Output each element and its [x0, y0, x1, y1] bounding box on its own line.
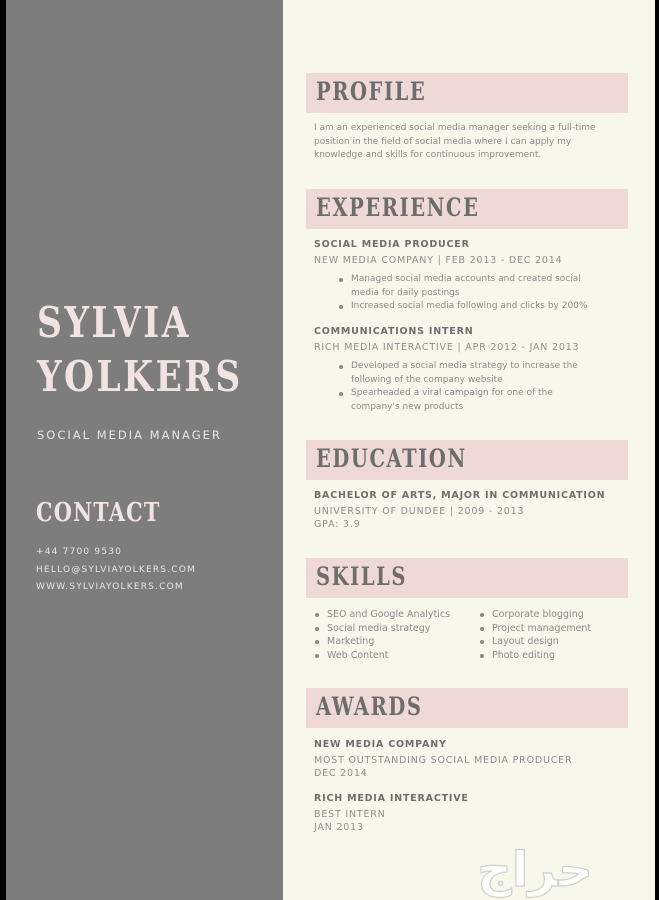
list-item: Developed a social media strategy to increase the following of the company website	[314, 360, 604, 387]
contact-website: WWW.SYLVIAYOLKERS.COM	[36, 582, 184, 592]
job-title: SOCIAL MEDIA PRODUCER	[314, 239, 470, 250]
job-company: NEW MEDIA COMPANY | FEB 2013 - DEC 2014	[314, 255, 563, 266]
svg-text:حراج: حراج	[477, 842, 593, 898]
list-item: Marketing	[314, 635, 450, 649]
awards-heading: AWARDS	[316, 692, 423, 721]
profile-band	[306, 73, 628, 113]
candidate-role: SOCIAL MEDIA MANAGER	[37, 428, 222, 442]
haraj-watermark-logo	[420, 840, 650, 900]
job-bullets	[314, 273, 604, 314]
skills-band	[306, 558, 628, 598]
list-item: Photo editing	[479, 649, 591, 663]
education-heading: EDUCATION	[316, 444, 467, 473]
job-company: RICH MEDIA INTERACTIVE | APR 2012 - JAN 2013	[314, 342, 580, 353]
list-item: SEO and Google Analytics	[314, 608, 450, 622]
candidate-name: SYLVIA YOLKERS	[37, 298, 243, 401]
award-name: BEST INTERN	[314, 809, 386, 820]
list-item: Layout design	[479, 635, 591, 649]
experience-band	[306, 189, 628, 229]
list-item: Spearheaded a viral campaign for one of the company's new products	[314, 387, 604, 414]
contact-phone: +44 7700 9530	[36, 547, 123, 557]
award-org: NEW MEDIA COMPANY	[314, 739, 447, 750]
experience-heading: EXPERIENCE	[316, 193, 480, 222]
school: UNIVERSITY OF DUNDEE | 2009 - 2013	[314, 506, 525, 517]
award-date: DEC 2014	[314, 768, 368, 779]
sidebar	[6, 0, 283, 900]
award-name: MOST OUTSTANDING SOCIAL MEDIA PRODUCER	[314, 755, 573, 766]
profile-heading: PROFILE	[316, 77, 427, 106]
gpa: GPA: 3.9	[314, 519, 361, 530]
list-item: Increased social media following and clicks by 200%	[314, 300, 604, 314]
award-org: RICH MEDIA INTERACTIVE	[314, 793, 469, 804]
contact-heading: CONTACT	[36, 498, 161, 528]
right-edge	[655, 0, 659, 900]
list-item: Managed social media accounts and created social media for daily postings	[314, 273, 604, 300]
skills-column-2	[479, 608, 591, 662]
job-bullets	[314, 360, 604, 414]
education-band	[306, 440, 628, 480]
list-item: Web Content	[314, 649, 450, 663]
main-content	[283, 0, 655, 900]
list-item: Social media strategy	[314, 622, 450, 636]
profile-text: I am an experienced social media manager seeking a full-time position in the field of social media where I can apply my knowledge and skills for continuous improvement.	[314, 123, 596, 160]
job-title: COMMUNICATIONS INTERN	[314, 326, 474, 337]
awards-band	[306, 688, 628, 728]
list-item: Corporate blogging	[479, 608, 591, 622]
award-date: JAN 2013	[314, 822, 364, 833]
skills-column-1	[314, 608, 450, 662]
skills-heading: SKILLS	[316, 562, 408, 591]
contact-list	[36, 544, 196, 597]
list-item: Project management	[479, 622, 591, 636]
contact-email: HELLO@SYLVIAYOLKERS.COM	[36, 564, 197, 575]
degree: BACHELOR OF ARTS, MAJOR IN COMMUNICATION	[314, 490, 606, 501]
